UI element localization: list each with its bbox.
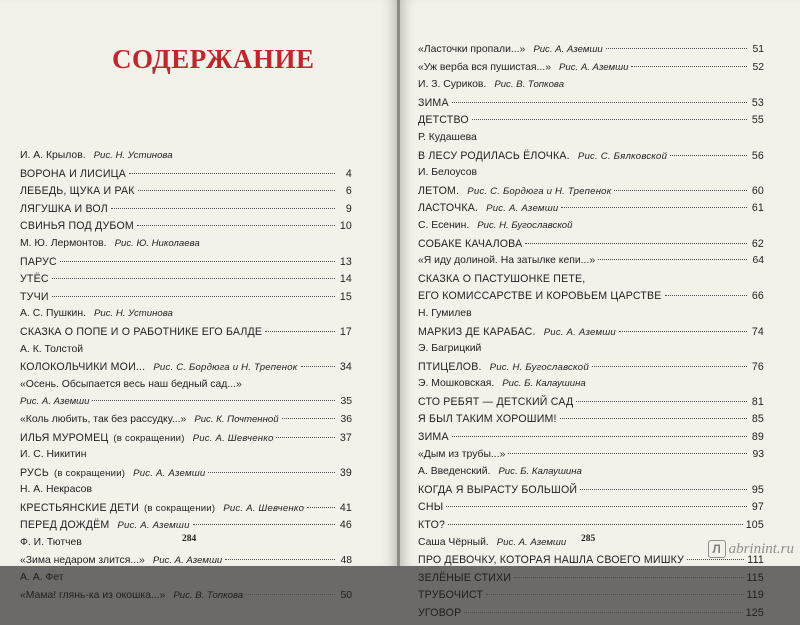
toc-author-line bbox=[418, 343, 764, 361]
page-ref: 35 bbox=[340, 396, 352, 408]
toc-entry bbox=[418, 202, 764, 220]
page-ref: 48 bbox=[340, 554, 352, 566]
toc-entry bbox=[418, 238, 764, 256]
illustrator-credit: Рис. Н. Устинова bbox=[93, 308, 173, 320]
toc-entry bbox=[418, 114, 764, 132]
dot-leader bbox=[208, 472, 335, 473]
page-ref: 9 bbox=[345, 202, 352, 215]
entry-title: КОЛОКОЛЬЧИКИ МОИ... bbox=[20, 361, 146, 374]
toc-entry bbox=[20, 185, 352, 203]
dot-leader bbox=[670, 155, 747, 156]
author-name: Э. Багрицкий bbox=[418, 343, 482, 355]
page-ref: 55 bbox=[751, 114, 764, 127]
entry-title: КТО? bbox=[418, 519, 446, 532]
toc-entry bbox=[418, 449, 764, 467]
dot-leader bbox=[265, 331, 335, 332]
toc-entry bbox=[418, 413, 764, 431]
dot-leader bbox=[193, 524, 335, 525]
entry-title: ЗЕЛЁНЫЕ СТИХИ bbox=[418, 571, 512, 584]
toc-author-line bbox=[20, 238, 352, 256]
author-name: А. А. Фет bbox=[20, 572, 64, 584]
page-ref: 4 bbox=[345, 167, 352, 180]
author-name: А. Введенский. bbox=[418, 466, 491, 478]
dot-leader bbox=[619, 331, 747, 332]
toc-entry bbox=[20, 432, 352, 450]
illustrator-credit: Рис. В. Топкова bbox=[173, 589, 244, 601]
dot-leader bbox=[452, 436, 747, 437]
dot-leader bbox=[111, 208, 335, 209]
illustrator-credit: Рис. А. Аземши bbox=[117, 520, 190, 532]
author-name: И. С. Никитин bbox=[20, 449, 87, 461]
toc-author-line bbox=[20, 572, 352, 590]
dot-leader bbox=[452, 102, 747, 103]
page-ref: 51 bbox=[752, 44, 764, 55]
illustrator-credit: Рис. С. Бордюга и Н. Трепенок bbox=[467, 185, 612, 197]
toc-author-line bbox=[20, 150, 352, 168]
entry-title: УГОВОР bbox=[418, 607, 462, 619]
page-ref: 15 bbox=[339, 290, 352, 303]
page-ref: 6 bbox=[345, 185, 352, 198]
page-ref: 52 bbox=[752, 61, 764, 73]
toc-entry bbox=[418, 396, 764, 414]
dot-leader bbox=[631, 66, 747, 67]
page-ref: 10 bbox=[339, 220, 352, 233]
toc-entry bbox=[418, 501, 764, 519]
entry-title: СОБАКЕ КАЧАЛОВА bbox=[418, 237, 523, 250]
toc-entry bbox=[20, 361, 352, 379]
author-name: И. З. Суриков. bbox=[418, 79, 487, 91]
entry-title: ЛАСТОЧКА. bbox=[418, 202, 479, 215]
toc-author-line bbox=[418, 220, 764, 238]
illustrator-credit: Рис. Б. Калаушина bbox=[498, 466, 582, 478]
page-ref: 97 bbox=[751, 501, 764, 514]
illustrator-credit: Рис. А. Аземши bbox=[558, 61, 629, 73]
entry-title: ЛЕТОМ. bbox=[418, 184, 460, 197]
page-ref: 125 bbox=[745, 607, 764, 619]
page-ref: 89 bbox=[751, 431, 764, 444]
entry-title: «Уж верба вся пушистая...» bbox=[418, 61, 551, 73]
entry-title: УТЁС bbox=[20, 273, 49, 286]
toc-entry bbox=[20, 590, 352, 608]
dot-leader bbox=[225, 559, 335, 560]
author-name: И. А. Крылов. bbox=[20, 150, 86, 161]
entry-title: ЛЕБЕДЬ, ЩУКА И РАК bbox=[20, 185, 135, 198]
dot-leader bbox=[614, 190, 747, 191]
entry-title: ПЕРЕД ДОЖДЁМ bbox=[20, 519, 110, 532]
illustrator-credit: Рис. А. Аземши bbox=[20, 396, 90, 408]
toc-entry bbox=[418, 326, 764, 344]
dot-leader bbox=[525, 243, 747, 244]
dot-leader bbox=[138, 190, 335, 191]
dot-leader bbox=[52, 296, 335, 297]
watermark bbox=[708, 540, 794, 558]
author-name: Н. А. Некрасов bbox=[20, 484, 92, 496]
dot-leader bbox=[514, 577, 743, 578]
entry-title: МАРКИЗ ДЕ КАРАБАС. bbox=[418, 325, 536, 338]
author-name: М. Ю. Лермонтов. bbox=[20, 237, 107, 249]
dot-leader bbox=[60, 261, 335, 262]
toc-entry bbox=[20, 326, 352, 344]
entry-title: ИЛЬЯ МУРОМЕЦ bbox=[20, 431, 109, 444]
page-ref: 37 bbox=[339, 431, 352, 444]
toc-entry bbox=[418, 572, 764, 590]
toc-entry bbox=[20, 414, 352, 432]
illustrator-credit: Рис. Н. Устинова bbox=[93, 150, 173, 161]
entry-title: ПТИЦЕЛОВ. bbox=[418, 360, 482, 373]
page-number-left: 284 bbox=[182, 534, 197, 544]
page-number-right: 285 bbox=[581, 534, 596, 544]
dot-leader bbox=[129, 173, 335, 174]
dot-leader bbox=[598, 259, 747, 260]
entry-title: «Осень. Обсыпается весь наш бедный сад...» bbox=[20, 378, 242, 390]
page-ref: 76 bbox=[751, 360, 764, 373]
page-ref: 60 bbox=[751, 184, 764, 197]
illustrator-credit: Рис. А. Аземши bbox=[486, 203, 559, 215]
page-ref: 13 bbox=[339, 255, 352, 268]
toc-author-line bbox=[418, 167, 764, 185]
illustrator-credit: Рис. В. Топкова bbox=[494, 79, 565, 91]
author-name: А. С. Пушкин. bbox=[20, 308, 86, 320]
dot-leader bbox=[446, 506, 747, 507]
entry-title: В ЛЕСУ РОДИЛАСЬ ЁЛОЧКА. bbox=[418, 149, 570, 162]
author-name: А. К. Толстой bbox=[20, 343, 84, 355]
toc-author-line bbox=[20, 308, 352, 326]
entry-title: «Зима недаром злится...» bbox=[20, 554, 145, 566]
page-ref: 95 bbox=[751, 483, 764, 496]
entry-title: Я БЫЛ ТАКИМ ХОРОШИМ! bbox=[418, 413, 557, 426]
page-ref: 119 bbox=[746, 589, 764, 602]
illustrator-credit: Рис. К. Почтенной bbox=[194, 413, 279, 425]
illustrator-credit: Рис. Н. Бугославской bbox=[489, 361, 589, 373]
dot-leader bbox=[92, 400, 335, 401]
dot-leader bbox=[52, 278, 335, 279]
illustrator-credit: Рис. А. Аземши bbox=[533, 44, 603, 55]
toc-entry bbox=[20, 502, 352, 520]
toc-entry bbox=[20, 379, 352, 397]
toc-author-line bbox=[20, 484, 352, 502]
dot-leader bbox=[137, 225, 335, 226]
dot-leader bbox=[276, 437, 335, 438]
illustrator-credit: Рис. А. Аземши bbox=[543, 326, 616, 338]
toc-author-line bbox=[20, 344, 352, 362]
dot-leader bbox=[687, 559, 744, 560]
toc-entry bbox=[418, 255, 764, 273]
page-ref: 66 bbox=[751, 290, 764, 303]
dot-leader bbox=[282, 418, 335, 419]
author-name: С. Есенин. bbox=[418, 219, 470, 231]
entry-title: СКАЗКА О ПАСТУШОНКЕ ПЕТЕ, bbox=[418, 272, 586, 285]
author-name: И. Белоусов bbox=[418, 167, 478, 179]
page-ref: 115 bbox=[746, 571, 764, 584]
dot-leader bbox=[560, 418, 747, 419]
watermark-logo-icon: Л bbox=[708, 540, 726, 558]
entry-title: «Коль любить, так без рассудку...» bbox=[20, 413, 187, 425]
entry-title: КРЕСТЬЯНСКИЕ ДЕТИ bbox=[20, 501, 140, 514]
page-ref: 62 bbox=[751, 237, 764, 250]
page-ref: 46 bbox=[339, 519, 352, 532]
toc-entry bbox=[418, 607, 764, 625]
dot-leader bbox=[508, 453, 747, 454]
page-ref: 64 bbox=[752, 255, 764, 267]
illustrator-credit: Рис. Ю. Николаева bbox=[114, 237, 200, 249]
illustrator-credit: Рис. С. Бялковской bbox=[577, 150, 668, 162]
page-ref: 14 bbox=[339, 273, 352, 286]
entry-title: ЗИМА bbox=[418, 96, 449, 109]
page-ref: 74 bbox=[751, 325, 764, 338]
page-ref: 53 bbox=[751, 96, 764, 109]
entry-title: СНЫ bbox=[418, 501, 444, 514]
toc-entry bbox=[418, 273, 764, 291]
entry-title: ДЕТСТВО bbox=[418, 114, 469, 127]
entry-title: «Ласточки пропали...» bbox=[418, 44, 526, 55]
entry-note: (в сокращении) bbox=[53, 467, 126, 479]
dot-leader bbox=[576, 401, 747, 402]
entry-note: (в сокращении) bbox=[144, 502, 216, 514]
dot-leader bbox=[301, 366, 335, 367]
dot-leader bbox=[464, 612, 742, 613]
toc-entry bbox=[20, 467, 352, 485]
page-ref: 36 bbox=[340, 413, 352, 425]
entry-note: (в сокращении) bbox=[113, 432, 185, 444]
entry-title: «Дым из трубы...» bbox=[418, 448, 506, 460]
entry-title: ЗИМА bbox=[418, 431, 449, 444]
toc-entry bbox=[20, 291, 352, 309]
dot-leader bbox=[448, 524, 743, 525]
illustrator-credit: Рис. Н. Бугославской bbox=[477, 219, 573, 231]
entry-title: ЕГО КОМИССАРСТВЕ И КОРОВЬЕМ ЦАРСТВЕ bbox=[418, 290, 662, 303]
toc-author-line bbox=[418, 378, 764, 396]
entry-title: «Мама! глянь-ка из окошка...» bbox=[20, 589, 166, 601]
page-ref: 85 bbox=[751, 413, 764, 426]
toc-author-line bbox=[418, 308, 764, 326]
entry-title: РУСЬ bbox=[20, 466, 49, 479]
entry-title: ПАРУС bbox=[20, 255, 57, 268]
toc-entry bbox=[418, 589, 764, 607]
toc-entry bbox=[20, 256, 352, 274]
page-ref: 56 bbox=[751, 149, 764, 162]
author-name: Ф. И. Тютчев bbox=[20, 537, 82, 549]
dot-leader bbox=[606, 48, 747, 49]
toc-entry bbox=[20, 555, 352, 573]
toc-author-line bbox=[418, 79, 764, 97]
dot-leader bbox=[307, 507, 335, 508]
author-name: Э. Мошковская. bbox=[418, 378, 495, 390]
illustrator-credit: Рис. А. Шевченко bbox=[192, 432, 274, 444]
author-name: Н. Гумилев bbox=[418, 307, 472, 319]
entry-title: ВОРОНА И ЛИСИЦА bbox=[20, 167, 126, 180]
toc-entry bbox=[418, 361, 764, 379]
left-page bbox=[0, 0, 397, 601]
author-name: Р. Кудашева bbox=[418, 131, 477, 143]
illustrator-credit: Рис. Б. Калаушина bbox=[502, 378, 586, 390]
toc-author-line bbox=[20, 449, 352, 467]
dot-leader bbox=[246, 594, 335, 595]
contents-heading: СОДЕРЖАНИЕ bbox=[112, 44, 315, 74]
entry-title: ТУЧИ bbox=[20, 290, 49, 303]
right-page bbox=[400, 0, 800, 619]
toc-entry bbox=[418, 484, 764, 502]
toc-entry bbox=[20, 273, 352, 291]
page-ref: 105 bbox=[745, 519, 764, 532]
toc-entry bbox=[20, 168, 352, 186]
dot-leader bbox=[472, 119, 747, 120]
entry-title: СВИНЬЯ ПОД ДУБОМ bbox=[20, 220, 134, 233]
entry-title: ЛЯГУШКА И ВОЛ bbox=[20, 202, 108, 215]
toc-entry bbox=[20, 203, 352, 221]
entry-title: ТРУБОЧИСТ bbox=[418, 589, 484, 602]
page-ref: 50 bbox=[340, 589, 352, 601]
dot-leader bbox=[486, 594, 743, 595]
toc-entry bbox=[418, 97, 764, 115]
toc-entry bbox=[418, 62, 764, 80]
toc-entry bbox=[418, 290, 764, 308]
author-name: Саша Чёрный. bbox=[418, 536, 489, 548]
illustrator-credit: Рис. А. Аземши bbox=[133, 467, 206, 479]
page-ref: 34 bbox=[339, 361, 352, 374]
page-ref: 93 bbox=[752, 448, 764, 460]
page-ref: 17 bbox=[339, 325, 352, 338]
page-ref: 41 bbox=[339, 501, 352, 514]
illustrator-credit: Рис. А. Шевченко bbox=[223, 502, 305, 514]
dot-leader bbox=[561, 207, 747, 208]
dot-leader bbox=[592, 366, 747, 367]
toc-entry bbox=[418, 185, 764, 203]
page-ref: 111 bbox=[747, 554, 764, 567]
toc-entry bbox=[418, 44, 764, 62]
watermark-text: abrinint.ru bbox=[728, 540, 794, 557]
page-ref: 81 bbox=[751, 395, 764, 408]
dot-leader bbox=[665, 295, 747, 296]
dot-leader bbox=[580, 489, 747, 490]
entry-title: СКАЗКА О ПОПЕ И О РАБОТНИКЕ ЕГО БАЛДЕ bbox=[20, 325, 263, 338]
illustrator-credit: Рис. А. Аземши bbox=[496, 536, 567, 548]
toc-author-line bbox=[418, 466, 764, 484]
toc-author-line bbox=[418, 132, 764, 150]
entry-title: ПРО ДЕВОЧКУ, КОТОРАЯ НАШЛА СВОЕГО МИШКУ bbox=[418, 554, 685, 567]
toc-entry bbox=[418, 431, 764, 449]
page-ref: 39 bbox=[339, 466, 352, 479]
illustrator-credit: Рис. А. Аземши bbox=[152, 554, 223, 566]
toc-entry bbox=[20, 396, 352, 414]
entry-title: СТО РЕБЯТ — ДЕТСКИЙ САД bbox=[418, 395, 574, 408]
toc-entry bbox=[418, 150, 764, 168]
page-ref: 61 bbox=[751, 202, 764, 215]
entry-title: КОГДА Я ВЫРАСТУ БОЛЬШОЙ bbox=[418, 483, 578, 496]
illustrator-credit: Рис. С. Бордюга и Н. Трепенок bbox=[153, 362, 298, 374]
entry-title: «Я иду долиной. На затылке кепи...» bbox=[418, 255, 596, 267]
toc-entry bbox=[20, 220, 352, 238]
